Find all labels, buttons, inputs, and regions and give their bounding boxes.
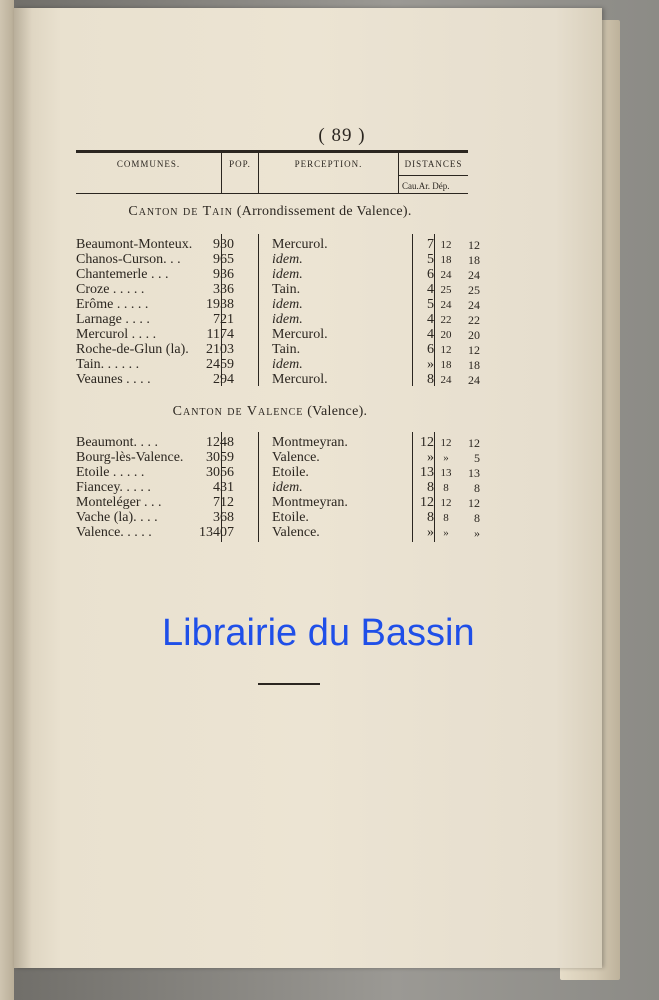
- end-rule: [258, 683, 320, 685]
- distance-arrondissement-cell: 13: [440, 467, 452, 479]
- table-row: [76, 237, 480, 252]
- distance-arrondissement-cell: 12: [440, 344, 452, 356]
- population-cell: 2103: [206, 342, 234, 357]
- table-row: [76, 342, 480, 357]
- canton-subtitle: (Arrondissement de Valence).: [232, 204, 412, 219]
- perception-cell: Tain.: [272, 282, 301, 297]
- commune-cell: Erôme . . . . .: [76, 297, 149, 312]
- distance-arrondissement-cell: 25: [440, 284, 452, 296]
- distance-arrondissement-cell: »: [443, 452, 449, 464]
- header-communes: COMMUNES.: [116, 159, 181, 169]
- population-cell: 13407: [199, 525, 234, 540]
- left-page-edge: [0, 0, 14, 1000]
- canton-title-valence: [74, 404, 466, 420]
- population-cell: 3056: [206, 465, 234, 480]
- commune-cell: Fiancey. . . . .: [76, 480, 151, 495]
- header-subrule: [398, 175, 468, 176]
- population-cell: 1174: [206, 327, 234, 342]
- distance-departement-cell: 18: [468, 358, 480, 372]
- distance-canton-cell: 4: [427, 312, 434, 327]
- distance-departement-cell: 24: [468, 373, 480, 387]
- perception-cell: Mercurol.: [272, 372, 328, 387]
- gutter-shadow: [14, 8, 32, 968]
- canton-title-tain: [74, 204, 466, 220]
- population-cell: 936: [213, 267, 234, 282]
- table-row: [76, 525, 480, 540]
- population-cell: 712: [213, 495, 234, 510]
- watermark: Librairie du Bassin: [162, 612, 475, 654]
- distance-departement-cell: 25: [468, 283, 480, 297]
- distance-canton-cell: 13: [420, 465, 434, 480]
- distance-canton-cell: 7: [427, 237, 434, 252]
- commune-cell: Chanos-Curson. . .: [76, 252, 181, 267]
- distance-canton-cell: 12: [420, 435, 434, 450]
- distance-departement-cell: 18: [468, 253, 480, 267]
- distance-canton-cell: »: [427, 525, 434, 540]
- header-distances: DISTANCES: [404, 159, 463, 169]
- commune-cell: Valence. . . . .: [76, 525, 152, 540]
- table-row: [76, 357, 480, 372]
- perception-cell: Valence.: [272, 450, 320, 465]
- header-distances-sub: Cau.Ar. Dép.: [402, 181, 450, 191]
- commune-cell: Bourg-lès-Valence.: [76, 450, 184, 465]
- distance-arrondissement-cell: 22: [440, 314, 452, 326]
- perception-cell: idem.: [272, 312, 303, 327]
- distance-departement-cell: 12: [468, 343, 480, 357]
- population-cell: 336: [213, 282, 234, 297]
- header-rule-top: [76, 150, 468, 153]
- table-row: [76, 435, 480, 450]
- perception-cell: idem.: [272, 252, 303, 267]
- distance-arrondissement-cell: 18: [440, 359, 452, 371]
- table-row: [76, 510, 480, 525]
- table-row: [76, 495, 480, 510]
- distance-departement-cell: 24: [468, 268, 480, 282]
- table-row: [76, 252, 480, 267]
- distance-departement-cell: 5: [474, 451, 480, 465]
- distance-departement-cell: 12: [468, 238, 480, 252]
- distance-canton-cell: 5: [427, 252, 434, 267]
- commune-cell: Croze . . . . .: [76, 282, 145, 297]
- commune-cell: Beaumont-Monteux.: [76, 237, 193, 252]
- population-cell: 431: [213, 480, 234, 495]
- commune-cell: Etoile . . . . .: [76, 465, 145, 480]
- table-row: [76, 312, 480, 327]
- perception-cell: idem.: [272, 297, 303, 312]
- perception-cell: idem.: [272, 357, 303, 372]
- population-cell: 294: [213, 372, 234, 387]
- perception-cell: Mercurol.: [272, 327, 328, 342]
- table-row: [76, 450, 480, 465]
- population-cell: 721: [213, 312, 234, 327]
- commune-cell: Veaunes . . . .: [76, 372, 151, 387]
- page-number-text: ( 89 ): [318, 125, 366, 146]
- distance-arrondissement-cell: »: [443, 527, 449, 539]
- distance-departement-cell: 8: [474, 511, 480, 525]
- perception-cell: Etoile.: [272, 465, 309, 480]
- distance-canton-cell: 8: [427, 372, 434, 387]
- distance-arrondissement-cell: 12: [440, 437, 452, 449]
- distance-departement-cell: »: [474, 526, 480, 540]
- table-row: [76, 372, 480, 387]
- perception-cell: idem.: [272, 480, 303, 495]
- commune-cell: Mercurol . . . .: [76, 327, 157, 342]
- distance-departement-cell: 13: [468, 466, 480, 480]
- header-perception: PERCEPTION.: [294, 159, 363, 169]
- perception-cell: Montmeyran.: [272, 435, 348, 450]
- distance-arrondissement-cell: 18: [440, 254, 452, 266]
- distance-arrondissement-cell: 12: [440, 239, 452, 251]
- commune-cell: Tain. . . . . .: [76, 357, 140, 372]
- distance-canton-cell: 4: [427, 282, 434, 297]
- canton-name: Canton de Valence: [172, 404, 304, 419]
- header-rule-bottom: [76, 193, 468, 194]
- distance-arrondissement-cell: 12: [440, 497, 452, 509]
- commune-cell: Vache (la). . . .: [76, 510, 158, 525]
- distance-departement-cell: 24: [468, 298, 480, 312]
- distance-canton-cell: 8: [427, 480, 434, 495]
- table-row: [76, 297, 480, 312]
- table-row: [76, 327, 480, 342]
- perception-cell: Tain.: [272, 342, 301, 357]
- distance-arrondissement-cell: 8: [443, 482, 449, 494]
- canton-subtitle: (Valence).: [303, 404, 368, 419]
- table-row: [76, 465, 480, 480]
- commune-cell: Beaumont. . . .: [76, 435, 159, 450]
- page-number: [14, 125, 602, 147]
- commune-cell: Monteléger . . .: [76, 495, 162, 510]
- book-page: [14, 8, 602, 968]
- commune-cell: Larnage . . . .: [76, 312, 150, 327]
- perception-cell: Etoile.: [272, 510, 309, 525]
- distance-departement-cell: 12: [468, 496, 480, 510]
- distance-canton-cell: »: [427, 450, 434, 465]
- perception-cell: Mercurol.: [272, 237, 328, 252]
- population-cell: 2459: [206, 357, 234, 372]
- distance-departement-cell: 12: [468, 436, 480, 450]
- distance-canton-cell: 12: [420, 495, 434, 510]
- population-cell: 1248: [206, 435, 234, 450]
- distance-arrondissement-cell: 20: [440, 329, 452, 341]
- canton-name: Canton de Tain: [128, 204, 233, 219]
- perception-cell: Valence.: [272, 525, 320, 540]
- population-cell: 368: [213, 510, 234, 525]
- distance-canton-cell: 6: [427, 267, 434, 282]
- population-cell: 1938: [206, 297, 234, 312]
- table-row: [76, 480, 480, 495]
- population-cell: 3059: [206, 450, 234, 465]
- distance-arrondissement-cell: 24: [440, 374, 452, 386]
- population-cell: 930: [213, 237, 234, 252]
- header-pop: POP.: [229, 159, 251, 169]
- table-header: [76, 150, 468, 194]
- commune-cell: Roche-de-Glun (la).: [76, 342, 189, 357]
- distance-arrondissement-cell: 24: [440, 299, 452, 311]
- distance-canton-cell: 6: [427, 342, 434, 357]
- distance-canton-cell: 4: [427, 327, 434, 342]
- perception-cell: Montmeyran.: [272, 495, 348, 510]
- distance-canton-cell: 8: [427, 510, 434, 525]
- table-row: [76, 282, 480, 297]
- commune-cell: Chantemerle . . .: [76, 267, 169, 282]
- distance-departement-cell: 20: [468, 328, 480, 342]
- distance-arrondissement-cell: 24: [440, 269, 452, 281]
- distance-arrondissement-cell: 8: [443, 512, 449, 524]
- distance-departement-cell: 22: [468, 313, 480, 327]
- distance-departement-cell: 8: [474, 481, 480, 495]
- distance-canton-cell: »: [427, 357, 434, 372]
- perception-cell: idem.: [272, 267, 303, 282]
- table-row: [76, 267, 480, 282]
- distance-canton-cell: 5: [427, 297, 434, 312]
- population-cell: 965: [213, 252, 234, 267]
